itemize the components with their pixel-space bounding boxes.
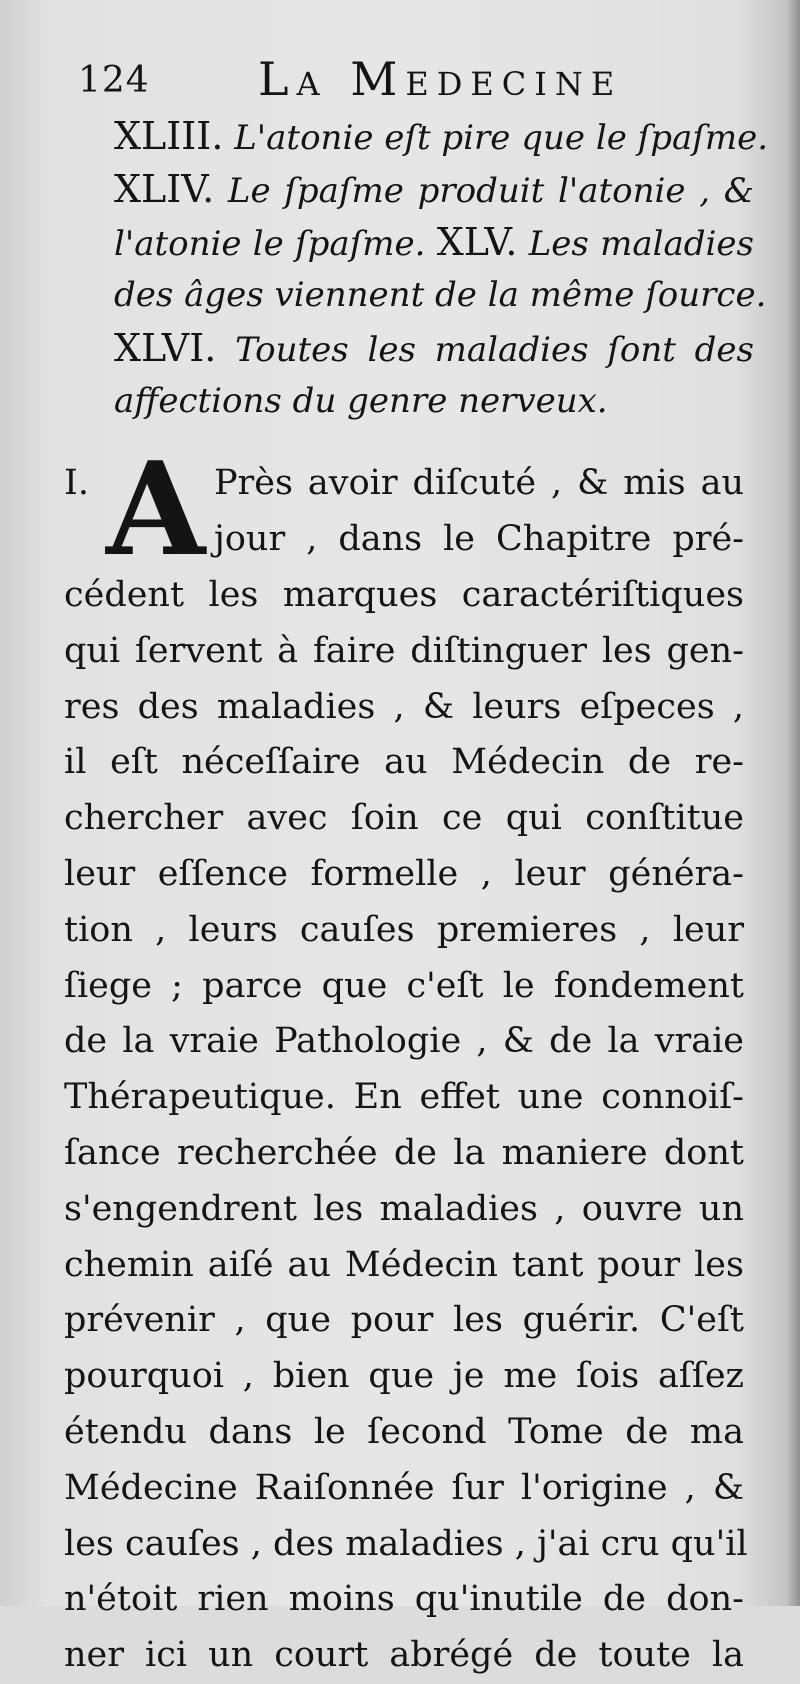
text-line: il eſt néceſſaire au Médecin de re- <box>64 742 744 783</box>
running-title: La Medecine <box>258 52 623 106</box>
summary-line: affections du genre nerveux. <box>114 381 608 421</box>
text-line: prévenir , que pour les guérir. C'eſt <box>64 1300 744 1341</box>
text-line: leur eſſence formelle , leur généra- <box>64 853 744 894</box>
text-line: Thérapeutique. En effet une connoiſ- <box>64 1077 744 1118</box>
text-line: n'étoit rien moins qu'inutile de don- <box>64 1579 744 1620</box>
page-number: 124 <box>78 60 150 101</box>
text-line: les cauſes , des maladies , j'ai cru qu'il <box>64 1523 748 1564</box>
summary-line: l'atonie le ſpaſme. XLV. Les maladies <box>114 220 754 264</box>
summary-line: XLVI. Toutes les maladies ſont des <box>114 326 754 370</box>
summary-line: XLIV. Le ſpaſme produit l'atonie , & <box>114 167 754 211</box>
text-line: étendu dans le ſecond Tome de ma <box>64 1411 744 1452</box>
text-line: pourquoi , bien que je me ſois aſſez <box>64 1356 744 1397</box>
chapter-summary <box>114 110 769 428</box>
text-line: s'engendrent les maladies , ouvre un <box>64 1188 744 1229</box>
summary-line: des âges viennent de la même ſource. <box>114 275 767 315</box>
text-line: de la vraie Pathologie , & de la vraie <box>64 1021 744 1062</box>
paragraph-opening <box>64 435 744 585</box>
text-line: ſiege ; parce que c'eſt le fondement <box>64 965 744 1006</box>
page-edge-shadow <box>786 0 800 1606</box>
text-line: ner ici un court abrégé de toute la <box>64 1635 744 1676</box>
text-line: tion , leurs cauſes premieres , leur <box>64 909 744 950</box>
text-line: ſance recherchée de la maniere dont <box>64 1132 744 1173</box>
running-head <box>78 48 758 108</box>
text-line: qui ſervent à faire diſtinguer les gen- <box>64 630 744 671</box>
paragraph-text <box>64 435 748 1684</box>
text-line: cédent les marques caractériſtiques <box>64 575 744 615</box>
text-line: Médecine Raiſonnée ſur l'origine , & <box>64 1467 744 1508</box>
text-line: chemin aiſé au Médecin tant pour les <box>64 1244 744 1285</box>
paragraph-number: I. <box>64 463 89 503</box>
text-line: jour , dans le Chapitre pré- <box>214 518 744 559</box>
text-line: res des maladies , & leurs eſpeces , <box>64 686 744 727</box>
text-line: Près avoir diſcuté , & mis au <box>214 463 744 503</box>
text-line: chercher avec ſoin ce qui conſtitue <box>64 798 744 839</box>
drop-cap: A <box>106 435 206 585</box>
summary-line: XLIII. L'atonie eſt pire que le ſpaſme. <box>114 114 769 158</box>
